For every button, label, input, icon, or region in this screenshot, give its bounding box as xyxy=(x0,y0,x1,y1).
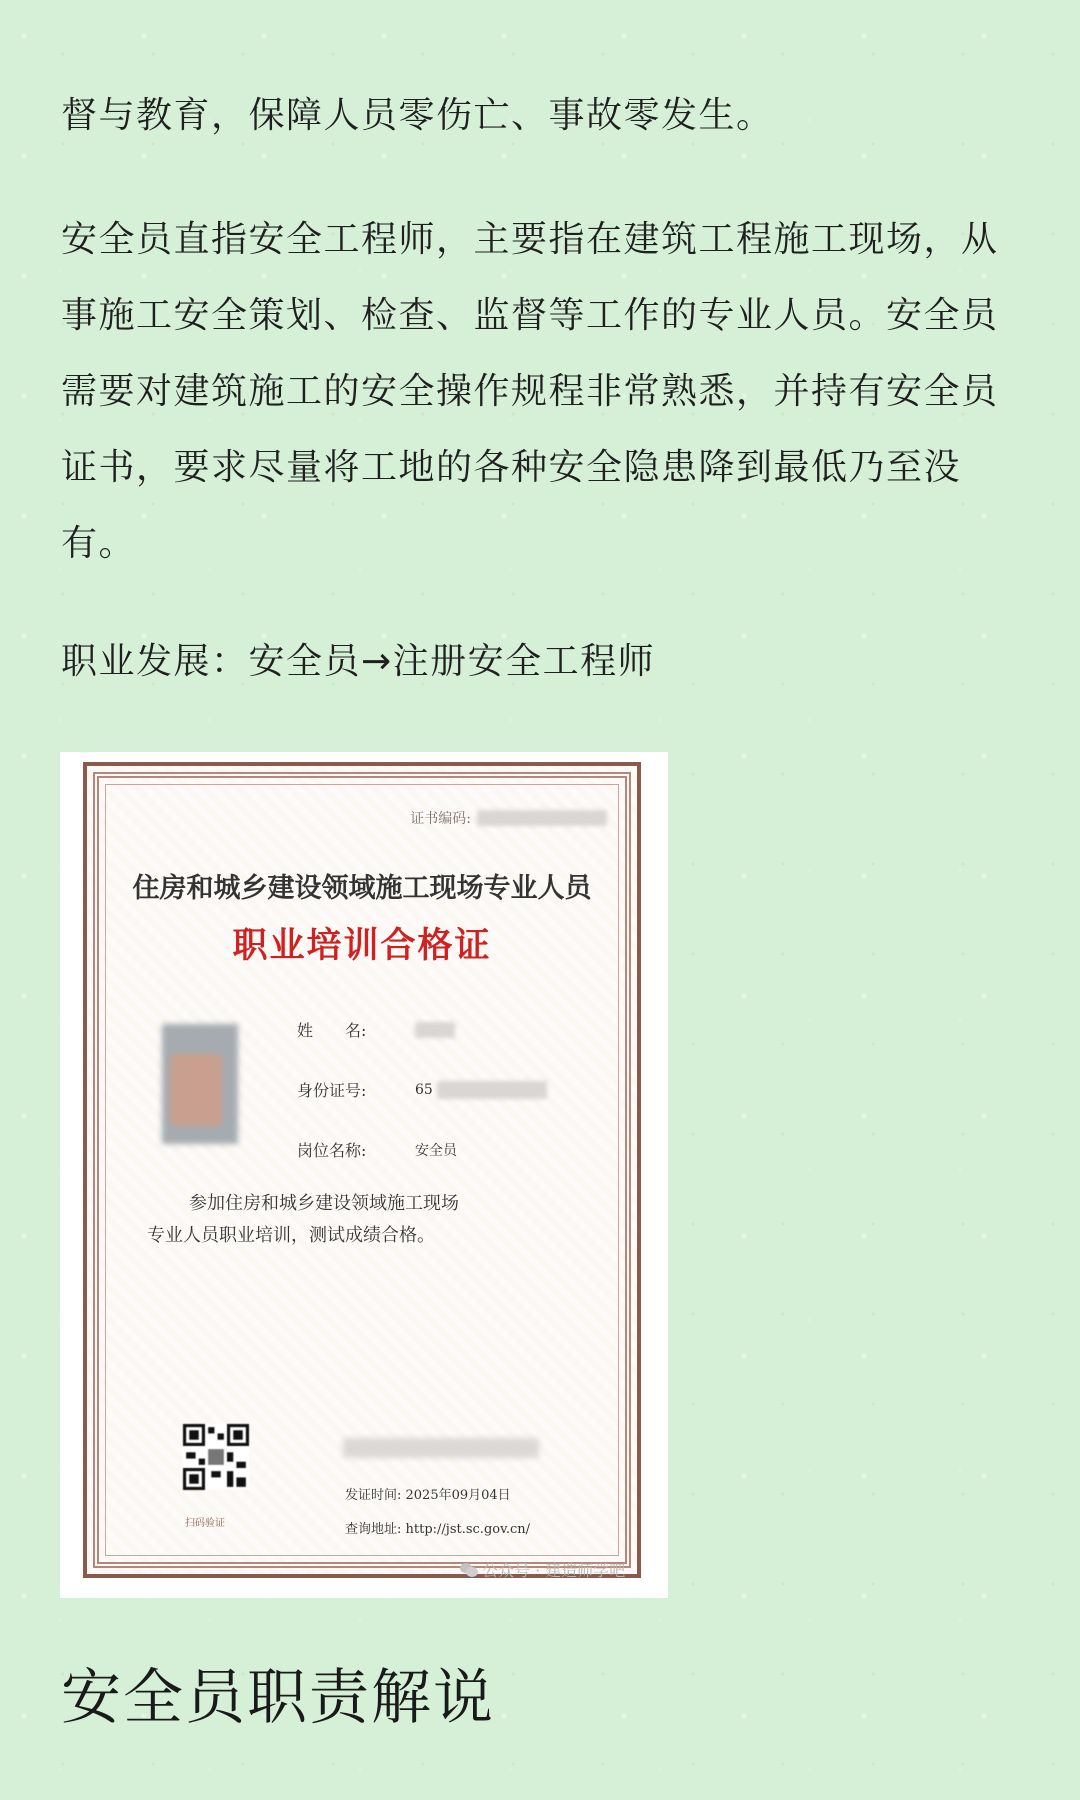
cert-number-label: 证书编码: xyxy=(410,811,471,827)
field-id-number xyxy=(297,1078,547,1101)
certificate-image[interactable] xyxy=(60,752,668,1598)
body-line1: 参加住房和城乡建设领域施工现场 xyxy=(189,1193,459,1214)
id-redacted xyxy=(437,1081,547,1099)
certificate-number xyxy=(410,808,607,828)
position-value: 安全员 xyxy=(415,1142,457,1159)
issue-date: 发证时间: 2025年09月04日 xyxy=(345,1488,511,1503)
certificate-title-line1: 住房和城乡建设领域施工现场专业人员 xyxy=(132,873,592,904)
holder-photo-redacted xyxy=(162,1024,238,1144)
field-position xyxy=(297,1138,457,1161)
certificate-frame xyxy=(83,762,641,1578)
name-redacted xyxy=(415,1022,455,1038)
name-label: 姓 名: xyxy=(297,1021,367,1040)
watermark-text: 公众号 · 建造师学吧 xyxy=(482,1561,626,1580)
career-path: 职业发展：安全员→注册安全工程师 xyxy=(61,641,656,682)
field-name xyxy=(297,1018,455,1041)
qr-code-icon xyxy=(183,1424,249,1490)
paragraph-intro-tail: 督与教育，保障人员零伤亡、事故零发生。 xyxy=(61,95,774,136)
certificate-body xyxy=(147,1188,597,1252)
qr-label: 扫码验证 xyxy=(185,1518,225,1529)
paragraph-safety-officer: 安全员直指安全工程师，主要指在建筑工程施工现场，从事施工安全策划、检查、监督等工作的专业人员。安全员需要对建筑施工的安全操作规程非常熟悉，并持有安全员证书，要求尽量将工地的各种安全隐患降到最低乃至没有。 xyxy=(61,219,999,564)
id-label: 身份证号: xyxy=(297,1081,367,1100)
watermark xyxy=(460,1558,625,1581)
wechat-icon xyxy=(460,1563,478,1577)
section-heading: 安全员职责解说 xyxy=(61,1663,495,1733)
id-value-prefix: 65 xyxy=(415,1081,433,1098)
certificate-title-line2: 职业培训合格证 xyxy=(232,925,492,966)
cert-number-redacted xyxy=(477,810,607,826)
body-line2: 专业人员职业培训，测试成绩合格。 xyxy=(147,1225,435,1246)
position-label: 岗位名称: xyxy=(297,1141,367,1160)
issuer-redacted xyxy=(343,1438,539,1458)
query-url: 查询地址: http://jst.sc.gov.cn/ xyxy=(345,1522,531,1537)
